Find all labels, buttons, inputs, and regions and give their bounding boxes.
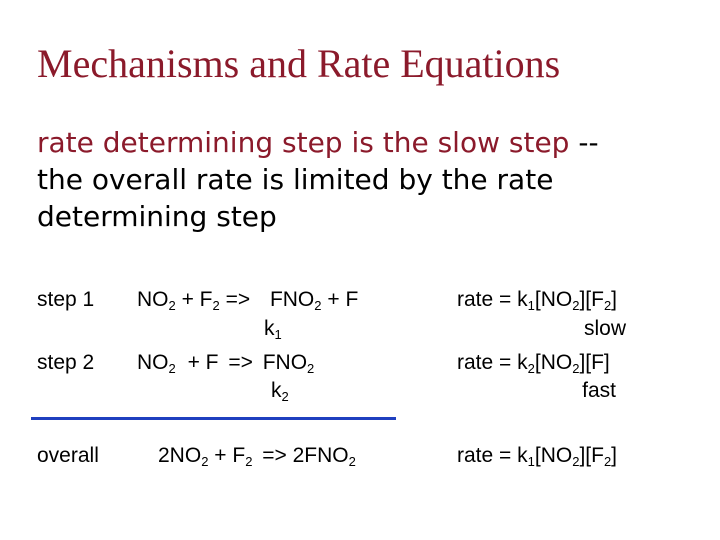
intro-line-1 bbox=[37, 124, 599, 161]
overall-equation bbox=[158, 444, 356, 469]
overall-reactant-a: 2NO bbox=[158, 444, 202, 467]
step-2-arrow: => bbox=[222, 351, 259, 374]
step-2-rate-c1: [NO bbox=[534, 351, 573, 374]
overall-rate-prefix: rate = k bbox=[457, 444, 528, 467]
step-1-rate-c1: [NO bbox=[534, 288, 573, 311]
step-2-rate-c1-sub: 2 bbox=[572, 361, 580, 376]
overall-rate-k-sub: 1 bbox=[527, 454, 535, 469]
overall-plus: + bbox=[208, 444, 233, 467]
step-1-rate-c2-sub: 2 bbox=[603, 298, 612, 313]
step-2-reactant-a: NO bbox=[137, 351, 169, 374]
step-1-equation bbox=[137, 288, 359, 313]
step-2-k-sub: 2 bbox=[281, 389, 289, 404]
overall-product-a: 2FNO bbox=[292, 444, 349, 467]
overall-reactant-a-sub: 2 bbox=[201, 454, 209, 469]
step-1-reactant-b-sub: 2 bbox=[212, 298, 220, 313]
step-1-product-a-sub: 2 bbox=[314, 298, 322, 313]
step-1-rate-c2: ][F bbox=[579, 288, 604, 311]
step-1-label: step 1 bbox=[37, 288, 95, 311]
step-2-rate-law bbox=[457, 351, 610, 376]
intro-line-3: determining step bbox=[37, 200, 277, 233]
step-2-rate-k-sub: 2 bbox=[527, 361, 535, 376]
step-2-rate-prefix: rate = k bbox=[457, 351, 528, 374]
step-2-reactant-a-sub: 2 bbox=[168, 361, 176, 376]
step-1-plus-1: + bbox=[175, 288, 200, 311]
overall-rate-law bbox=[457, 444, 618, 469]
step-1-speed: slow bbox=[583, 317, 626, 340]
intro-line-1-text: rate determining step is the slow step bbox=[37, 126, 570, 159]
step-2-label: step 2 bbox=[37, 351, 95, 374]
overall-reactant-b-sub: 2 bbox=[245, 454, 253, 469]
overall-product-a-sub: 2 bbox=[348, 454, 356, 469]
step-1-rate-law bbox=[457, 288, 618, 313]
step-1-rate-c1-sub: 2 bbox=[572, 298, 580, 313]
step-2-rate-c2: ][F] bbox=[579, 351, 610, 374]
overall-rate-c1-sub: 2 bbox=[572, 454, 580, 469]
step-2-equation bbox=[137, 351, 315, 376]
step-2-speed: fast bbox=[582, 379, 616, 402]
divider-line bbox=[31, 417, 396, 420]
step-2-product-a-sub: 2 bbox=[307, 361, 315, 376]
intro-line-2: the overall rate is limited by the rate bbox=[37, 163, 554, 196]
step-2-k: k bbox=[271, 379, 282, 402]
step-1-rate-constant bbox=[264, 317, 282, 342]
step-1-product-b: F bbox=[345, 288, 359, 311]
step-1-rate-prefix: rate = k bbox=[457, 288, 528, 311]
step-2-plus: + bbox=[181, 351, 206, 374]
overall-rate-c2: ][F bbox=[579, 444, 604, 467]
step-1-k-sub: 1 bbox=[274, 327, 282, 342]
overall-rate-c1: [NO bbox=[534, 444, 573, 467]
step-2-rate-constant bbox=[271, 379, 289, 404]
step-1-reactant-a: NO bbox=[137, 288, 169, 311]
step-1-k: k bbox=[264, 317, 275, 340]
slide-title: Mechanisms and Rate Equations bbox=[37, 41, 561, 86]
overall-label: overall bbox=[37, 444, 99, 467]
step-1-reactant-b: F bbox=[199, 288, 213, 311]
step-2-reactant-b: F bbox=[205, 351, 219, 374]
overall-rate-end: ] bbox=[611, 444, 618, 467]
step-1-product-a: FNO bbox=[269, 288, 315, 311]
intro-dash: -- bbox=[569, 126, 599, 159]
step-1-reactant-a-sub: 2 bbox=[168, 298, 176, 313]
step-1-rate-k-sub: 1 bbox=[527, 298, 535, 313]
step-1-plus-2: + bbox=[321, 288, 346, 311]
overall-arrow: => bbox=[256, 444, 293, 467]
intro-text bbox=[37, 124, 599, 235]
overall-reactant-b: F bbox=[232, 444, 246, 467]
step-1-rate-end: ] bbox=[611, 288, 618, 311]
overall-rate-c2-sub: 2 bbox=[603, 454, 612, 469]
step-1-arrow: => bbox=[219, 288, 256, 311]
step-2-product-a: FNO bbox=[262, 351, 308, 374]
